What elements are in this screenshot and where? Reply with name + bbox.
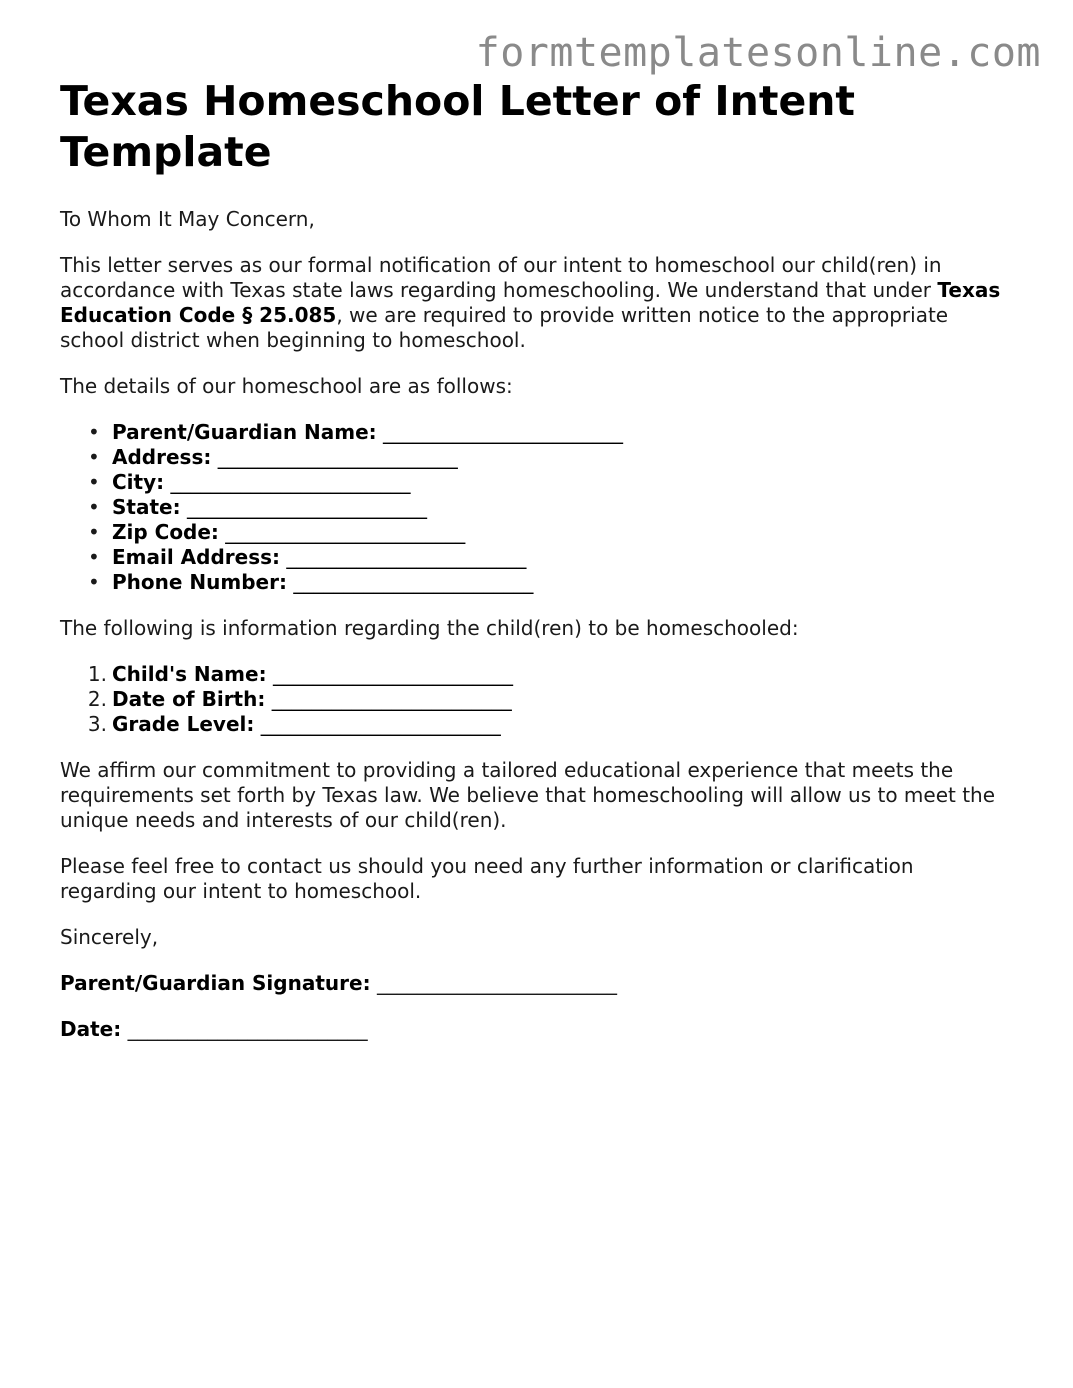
bullet: • [88, 445, 100, 469]
bullet: • [88, 545, 100, 569]
bullet: • [88, 570, 100, 594]
zip-blank[interactable]: ________________________ [225, 520, 466, 544]
signature-blank[interactable]: ________________________ [376, 971, 617, 995]
affirm-paragraph: We affirm our commitment to providing a tailored educational experience that meets the requirements set forth by Texas law. We believe that homeschooling will allow us to meet the unique needs and interests of our child(ren). [60, 758, 996, 832]
list-item-email [60, 545, 1010, 570]
phone-blank[interactable]: ________________________ [293, 570, 534, 594]
list-number: 2. [87, 687, 107, 711]
watermark: formtemplatesonline.com [475, 30, 1041, 76]
field-label: Date of Birth: [112, 687, 266, 711]
state-blank[interactable]: ________________________ [186, 495, 427, 519]
list-item-address [60, 445, 1010, 470]
field-label: Zip Code: [112, 520, 219, 544]
date-line [60, 1017, 1010, 1042]
contact-paragraph: Please feel free to contact us should you need any further information or clarification regarding our intent to homeschool. [60, 854, 914, 903]
closing: Sincerely, [60, 925, 159, 949]
field-label: Address: [112, 445, 212, 469]
list-item-zip [60, 520, 1010, 545]
list-item-city [60, 470, 1010, 495]
signature-label: Parent/Guardian Signature: [60, 971, 371, 995]
intro-text-1: This letter serves as our formal notification of our intent to homeschool our child(ren) in accordance with Texas state laws regarding homeschooling. We understand that under [60, 253, 942, 302]
date-label: Date: [60, 1017, 122, 1041]
field-label: State: [112, 495, 181, 519]
date-blank[interactable]: ________________________ [127, 1017, 368, 1041]
list-item-parent-name [60, 420, 1010, 445]
bullet: • [88, 470, 100, 494]
details-list [60, 420, 1010, 595]
bullet: • [88, 495, 100, 519]
list-item-child-name [60, 662, 1010, 687]
field-label: Parent/Guardian Name: [112, 420, 377, 444]
children-list [60, 662, 1010, 737]
list-item-dob [60, 687, 1010, 712]
children-intro: The following is information regarding the child(ren) to be homeschooled: [60, 616, 799, 640]
page-title: Texas Homeschool Letter of Intent Template [60, 77, 856, 176]
intro-paragraph [60, 253, 1010, 353]
salutation: To Whom It May Concern, [60, 207, 315, 231]
email-blank[interactable]: ________________________ [286, 545, 527, 569]
bullet: • [88, 520, 100, 544]
intro-text-2: , we are required to provide written notice to the appropriate school district when beginning to homeschool. [60, 303, 949, 352]
details-intro: The details of our homeschool are as follows: [60, 374, 513, 398]
signature-line [60, 971, 1010, 996]
list-number: 3. [87, 712, 107, 736]
list-item-phone [60, 570, 1010, 595]
field-label: Child's Name: [112, 662, 267, 686]
grade-blank[interactable]: ________________________ [260, 712, 501, 736]
list-number: 1. [87, 662, 107, 686]
education-code: Texas Education Code § 25.085 [60, 278, 1001, 327]
field-label: City: [112, 470, 165, 494]
city-blank[interactable]: ________________________ [170, 470, 411, 494]
document [60, 76, 1010, 1042]
dob-blank[interactable]: ________________________ [271, 687, 512, 711]
child-name-blank[interactable]: ________________________ [272, 662, 513, 686]
parent-name-blank[interactable]: ________________________ [383, 420, 624, 444]
list-item-grade [60, 712, 1010, 737]
field-label: Email Address: [112, 545, 281, 569]
field-label: Grade Level: [112, 712, 255, 736]
field-label: Phone Number: [112, 570, 287, 594]
list-item-state [60, 495, 1010, 520]
bullet: • [88, 420, 100, 444]
address-blank[interactable]: ________________________ [217, 445, 458, 469]
